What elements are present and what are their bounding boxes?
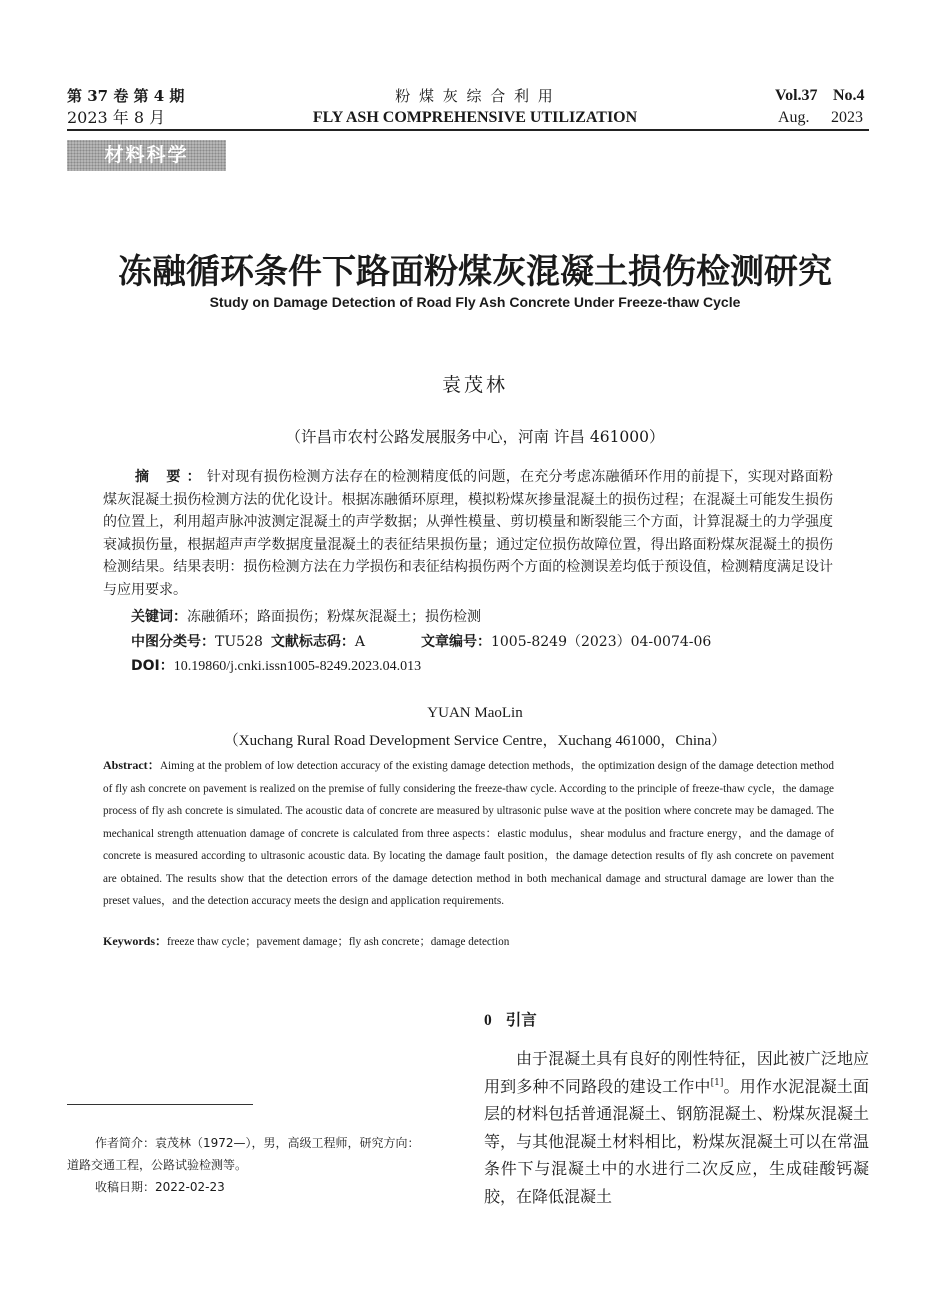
citation-ref[interactable]: [1] <box>710 1077 724 1088</box>
abstract-text-cn: 针对现有损伤检测方法存在的检测精度低的问题，在充分考虑冻融循环作用的前提下，实现对路面粉煤灰混凝土损伤检测方法的优化设计。根据冻融循环原理，模拟粉煤灰掺量混凝土的损伤过程；在混凝土可能发生损伤的位置上，利用超声脉冲波测定混凝土的声学数据；从弹性模量、剪切模量和断裂能三个方面，计算混凝土的力学强度衰减损伤量，根据超声声学数据度量混凝土的表征结果损伤量；通过定位损伤故障位置，得出路面粉煤灰混凝土的损伤检测结果。结果表明：损伤检测方法在力学损伤和表征结构损伤两个方面的检测误差均低于预设值，检测精度满足设计与应用要求。 <box>103 469 834 598</box>
abstract-label-en: Abstract： <box>103 758 160 772</box>
doccode-value: A <box>354 634 365 650</box>
abstract-en <box>103 754 834 913</box>
issue-en: No.4 <box>833 87 865 104</box>
section-heading-intro <box>484 1008 537 1030</box>
author-bio-line1: 作者简介：袁茂林（1972—），男，高级工程师，研究方向： <box>95 1136 420 1150</box>
received-date: 收稿日期：2022-02-23 <box>95 1180 225 1194</box>
doccode-label: 文献标志码： <box>270 634 355 650</box>
articleno-value: 1005-8249（2023）04-0074-06 <box>490 634 712 650</box>
keywords-en <box>103 931 509 952</box>
date-cn: 2023 年 8 月 <box>67 108 166 127</box>
volume-en: Vol.37 <box>775 87 818 104</box>
header-rule <box>67 129 869 131</box>
journal-name-cn: 粉 煤 灰 综 合 利 用 <box>395 87 555 105</box>
footnote-rule <box>67 1104 253 1105</box>
intro-paragraph <box>484 1045 869 1210</box>
section-badge: 材料科学 <box>67 140 226 171</box>
abstract-cn <box>103 466 833 602</box>
section-title: 引言 <box>505 1011 537 1029</box>
keywords-cn <box>131 607 481 627</box>
keywords-label-en: Keywords： <box>103 934 167 948</box>
keywords-label-cn: 关键词： <box>131 609 187 625</box>
month-en: Aug. <box>778 109 810 126</box>
article-title-en: Study on Damage Detection of Road Fly Ash Concrete Under Freeze-thaw Cycle <box>209 294 741 310</box>
journal-name-en: FLY ASH COMPREHENSIVE UTILIZATION <box>312 109 638 126</box>
affiliation-en: （Xuchang Rural Road Development Service Centre，Xuchang 461000，China） <box>223 733 727 749</box>
doi-line <box>131 656 421 677</box>
author-cn: 袁茂林 <box>441 374 508 396</box>
intro-text-2: 。用作水泥混凝土面层的材料包括普通混凝土、钢筋混凝土、粉煤灰混凝土等，与其他混凝土材料相比，粉煤灰混凝土可以在常温条件下与混凝土中的水进行二次反应，生成硅酸钙凝胶，在降低混凝土 <box>484 1076 869 1206</box>
intro-text-1: 由于混凝土具有良好的刚性特征，因此被广泛地应用到多种不同路段的建设工作中 <box>484 1049 869 1096</box>
classification-line <box>131 632 711 652</box>
volume-issue-cn: 第 37 卷 第 4 期 <box>67 87 185 105</box>
author-bio-line2: 道路交通工程，公路试验检测等。 <box>67 1158 248 1172</box>
clc-label: 中图分类号： <box>131 634 215 650</box>
article-title-cn: 冻融循环条件下路面粉煤灰混凝土损伤检测研究 <box>118 252 832 292</box>
keywords-text-cn: 冻融循环；路面损伤；粉煤灰混凝土；损伤检测 <box>187 609 481 625</box>
section-number: 0 <box>484 1012 492 1029</box>
abstract-text-en: Aiming at the problem of low detection accuracy of the existing damage detection methods，the optimization design of the damage detection method of fly ash concrete on pavement is realized on the premise of fully considering the freeze-thaw cycle. According to the principle of freeze-thaw cycle，the damage process of fly ash concrete is simulated. The acoustic data of concrete are measured by ultrasonic pulse wave at the position where concrete may be damaged. The mechanical strength attenuation damage of concrete is calculated from three aspects：elastic modulus，shear modulus and fracture energy，and the damage of concrete is measured according to ultrasonic acoustic data. By locating the damage fault position，the damage detection results of fly ash concrete on pavement are obtained. The results show that the detection errors of the damage detection method in both mechanical damage and structural damage are lower than the preset values，and the detection accuracy meets the design and application requirements. <box>103 760 834 907</box>
affiliation-cn: （许昌市农村公路发展服务中心，河南 许昌 461000） <box>285 428 665 446</box>
keywords-text-en: freeze thaw cycle；pavement damage；fly ash concrete；damage detection <box>167 936 510 948</box>
doi-value: 10.19860/j.cnki.issn1005-8249.2023.04.013 <box>173 659 422 674</box>
clc-value: TU528 <box>215 634 263 650</box>
doi-label: DOI： <box>131 658 174 674</box>
author-en: YUAN MaoLin <box>427 705 523 721</box>
year-en: 2023 <box>831 109 863 126</box>
articleno-label: 文章编号： <box>420 634 491 650</box>
abstract-label-cn: 摘 要： <box>135 469 207 485</box>
